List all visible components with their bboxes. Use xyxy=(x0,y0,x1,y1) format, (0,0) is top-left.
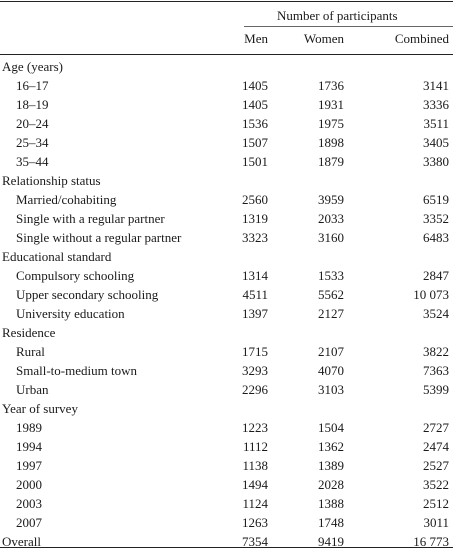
cell-women: 1388 xyxy=(318,496,344,511)
table-row xyxy=(0,285,453,304)
section-header-row xyxy=(0,399,453,418)
table-row xyxy=(0,152,453,171)
section-label: Year of survey xyxy=(2,401,78,416)
row-label: 25–34 xyxy=(16,135,49,150)
total-row xyxy=(0,532,453,551)
table-row xyxy=(0,228,453,247)
cell-women: 9419 xyxy=(318,534,344,549)
cell-women: 1748 xyxy=(318,515,344,530)
cell-combined: 3511 xyxy=(423,116,449,131)
cell-men: 1507 xyxy=(242,135,268,150)
cell-women: 1879 xyxy=(318,154,344,169)
table-row xyxy=(0,475,453,494)
cell-women: 1504 xyxy=(318,420,344,435)
cell-combined: 2512 xyxy=(423,496,449,511)
cell-women: 1898 xyxy=(318,135,344,150)
cell-women: 2028 xyxy=(318,477,344,492)
cell-combined: 2847 xyxy=(423,268,449,283)
column-group-header: Number of participants xyxy=(277,8,398,23)
cell-men: 1536 xyxy=(242,116,268,131)
cell-men: 1397 xyxy=(242,306,268,321)
cell-men: 1112 xyxy=(242,439,268,454)
cell-combined: 3405 xyxy=(423,135,449,150)
cell-women: 2127 xyxy=(318,306,344,321)
table-row xyxy=(0,133,453,152)
row-label: Rural xyxy=(16,344,45,359)
cell-combined: 3011 xyxy=(423,515,449,530)
table-row xyxy=(0,494,453,513)
cell-men: 1715 xyxy=(242,344,268,359)
cell-combined: 3822 xyxy=(423,344,449,359)
table-row xyxy=(0,266,453,285)
cell-combined: 6519 xyxy=(423,192,449,207)
column-header-women: Women xyxy=(303,31,344,46)
table-row xyxy=(0,304,453,323)
table-row xyxy=(0,76,453,95)
column-group-rule xyxy=(244,26,453,27)
row-label: 2003 xyxy=(16,496,42,511)
cell-women: 2033 xyxy=(318,211,344,226)
cell-combined: 16 773 xyxy=(413,534,449,549)
row-label: 2007 xyxy=(16,515,42,530)
row-label: 1989 xyxy=(16,420,42,435)
section-label: Educational standard xyxy=(2,249,112,264)
cell-men: 1124 xyxy=(242,496,268,511)
cell-combined: 3352 xyxy=(423,211,449,226)
cell-combined: 3141 xyxy=(423,78,449,93)
row-label: 20–24 xyxy=(16,116,49,131)
cell-women: 3959 xyxy=(318,192,344,207)
section-header-row xyxy=(0,247,453,266)
cell-men: 1494 xyxy=(242,477,268,492)
row-label: Overall xyxy=(2,534,41,549)
cell-men: 1314 xyxy=(242,268,268,283)
cell-men: 1319 xyxy=(242,211,268,226)
cell-men: 1405 xyxy=(242,97,268,112)
table-row xyxy=(0,513,453,532)
cell-women: 2107 xyxy=(318,344,344,359)
cell-combined: 5399 xyxy=(423,382,449,397)
section-header-row xyxy=(0,57,453,76)
row-label: 16–17 xyxy=(16,78,49,93)
cell-women: 4070 xyxy=(318,363,344,378)
table-row xyxy=(0,114,453,133)
cell-women: 1362 xyxy=(318,439,344,454)
row-label: University education xyxy=(16,306,125,321)
row-label: Single with a regular partner xyxy=(16,211,165,226)
table-row xyxy=(0,342,453,361)
table-row xyxy=(0,209,453,228)
table-row xyxy=(0,456,453,475)
section-header-row xyxy=(0,171,453,190)
cell-men: 3293 xyxy=(242,363,268,378)
section-label: Age (years) xyxy=(2,59,63,74)
cell-women: 1736 xyxy=(318,78,344,93)
table-row xyxy=(0,418,453,437)
cell-women: 3160 xyxy=(318,230,344,245)
cell-men: 1405 xyxy=(242,78,268,93)
cell-women: 1533 xyxy=(318,268,344,283)
cell-men: 7354 xyxy=(242,534,268,549)
cell-men: 2560 xyxy=(242,192,268,207)
bottom-rule xyxy=(0,547,453,548)
cell-combined: 10 073 xyxy=(413,287,449,302)
row-label: 2000 xyxy=(16,477,42,492)
top-rule xyxy=(0,1,453,2)
table-row xyxy=(0,95,453,114)
cell-men: 1263 xyxy=(242,515,268,530)
row-label: Compulsory schooling xyxy=(16,268,135,283)
cell-combined: 3522 xyxy=(423,477,449,492)
row-label: Urban xyxy=(16,382,49,397)
cell-combined: 7363 xyxy=(423,363,449,378)
cell-men: 1138 xyxy=(242,458,268,473)
header-rule xyxy=(0,54,453,55)
row-label: 18–19 xyxy=(16,97,49,112)
table-row xyxy=(0,380,453,399)
cell-women: 1975 xyxy=(318,116,344,131)
section-label: Relationship status xyxy=(2,173,101,188)
cell-men: 1223 xyxy=(242,420,268,435)
table-row xyxy=(0,437,453,456)
cell-combined: 2474 xyxy=(423,439,449,454)
table-row xyxy=(0,361,453,380)
row-label: 1994 xyxy=(16,439,42,454)
cell-men: 1501 xyxy=(242,154,268,169)
row-label: Single without a regular partner xyxy=(16,230,182,245)
cell-combined: 2527 xyxy=(423,458,449,473)
cell-combined: 3336 xyxy=(423,97,449,112)
row-label: Married/cohabiting xyxy=(16,192,117,207)
row-label: 1997 xyxy=(16,458,42,473)
table-row xyxy=(0,190,453,209)
section-header-row xyxy=(0,323,453,342)
cell-combined: 6483 xyxy=(423,230,449,245)
cell-combined: 3524 xyxy=(423,306,449,321)
column-header-combined: Combined xyxy=(394,31,449,46)
cell-women: 1931 xyxy=(318,97,344,112)
cell-men: 3323 xyxy=(242,230,268,245)
cell-women: 3103 xyxy=(318,382,344,397)
cell-combined: 2727 xyxy=(423,420,449,435)
row-label: 35–44 xyxy=(16,154,49,169)
cell-women: 5562 xyxy=(318,287,344,302)
row-label: Upper secondary schooling xyxy=(16,287,159,302)
cell-men: 4511 xyxy=(242,287,268,302)
column-header-men: Men xyxy=(244,31,268,46)
cell-women: 1389 xyxy=(318,458,344,473)
row-label: Small-to-medium town xyxy=(16,363,137,378)
section-label: Residence xyxy=(2,325,56,340)
cell-men: 2296 xyxy=(242,382,268,397)
cell-combined: 3380 xyxy=(423,154,449,169)
